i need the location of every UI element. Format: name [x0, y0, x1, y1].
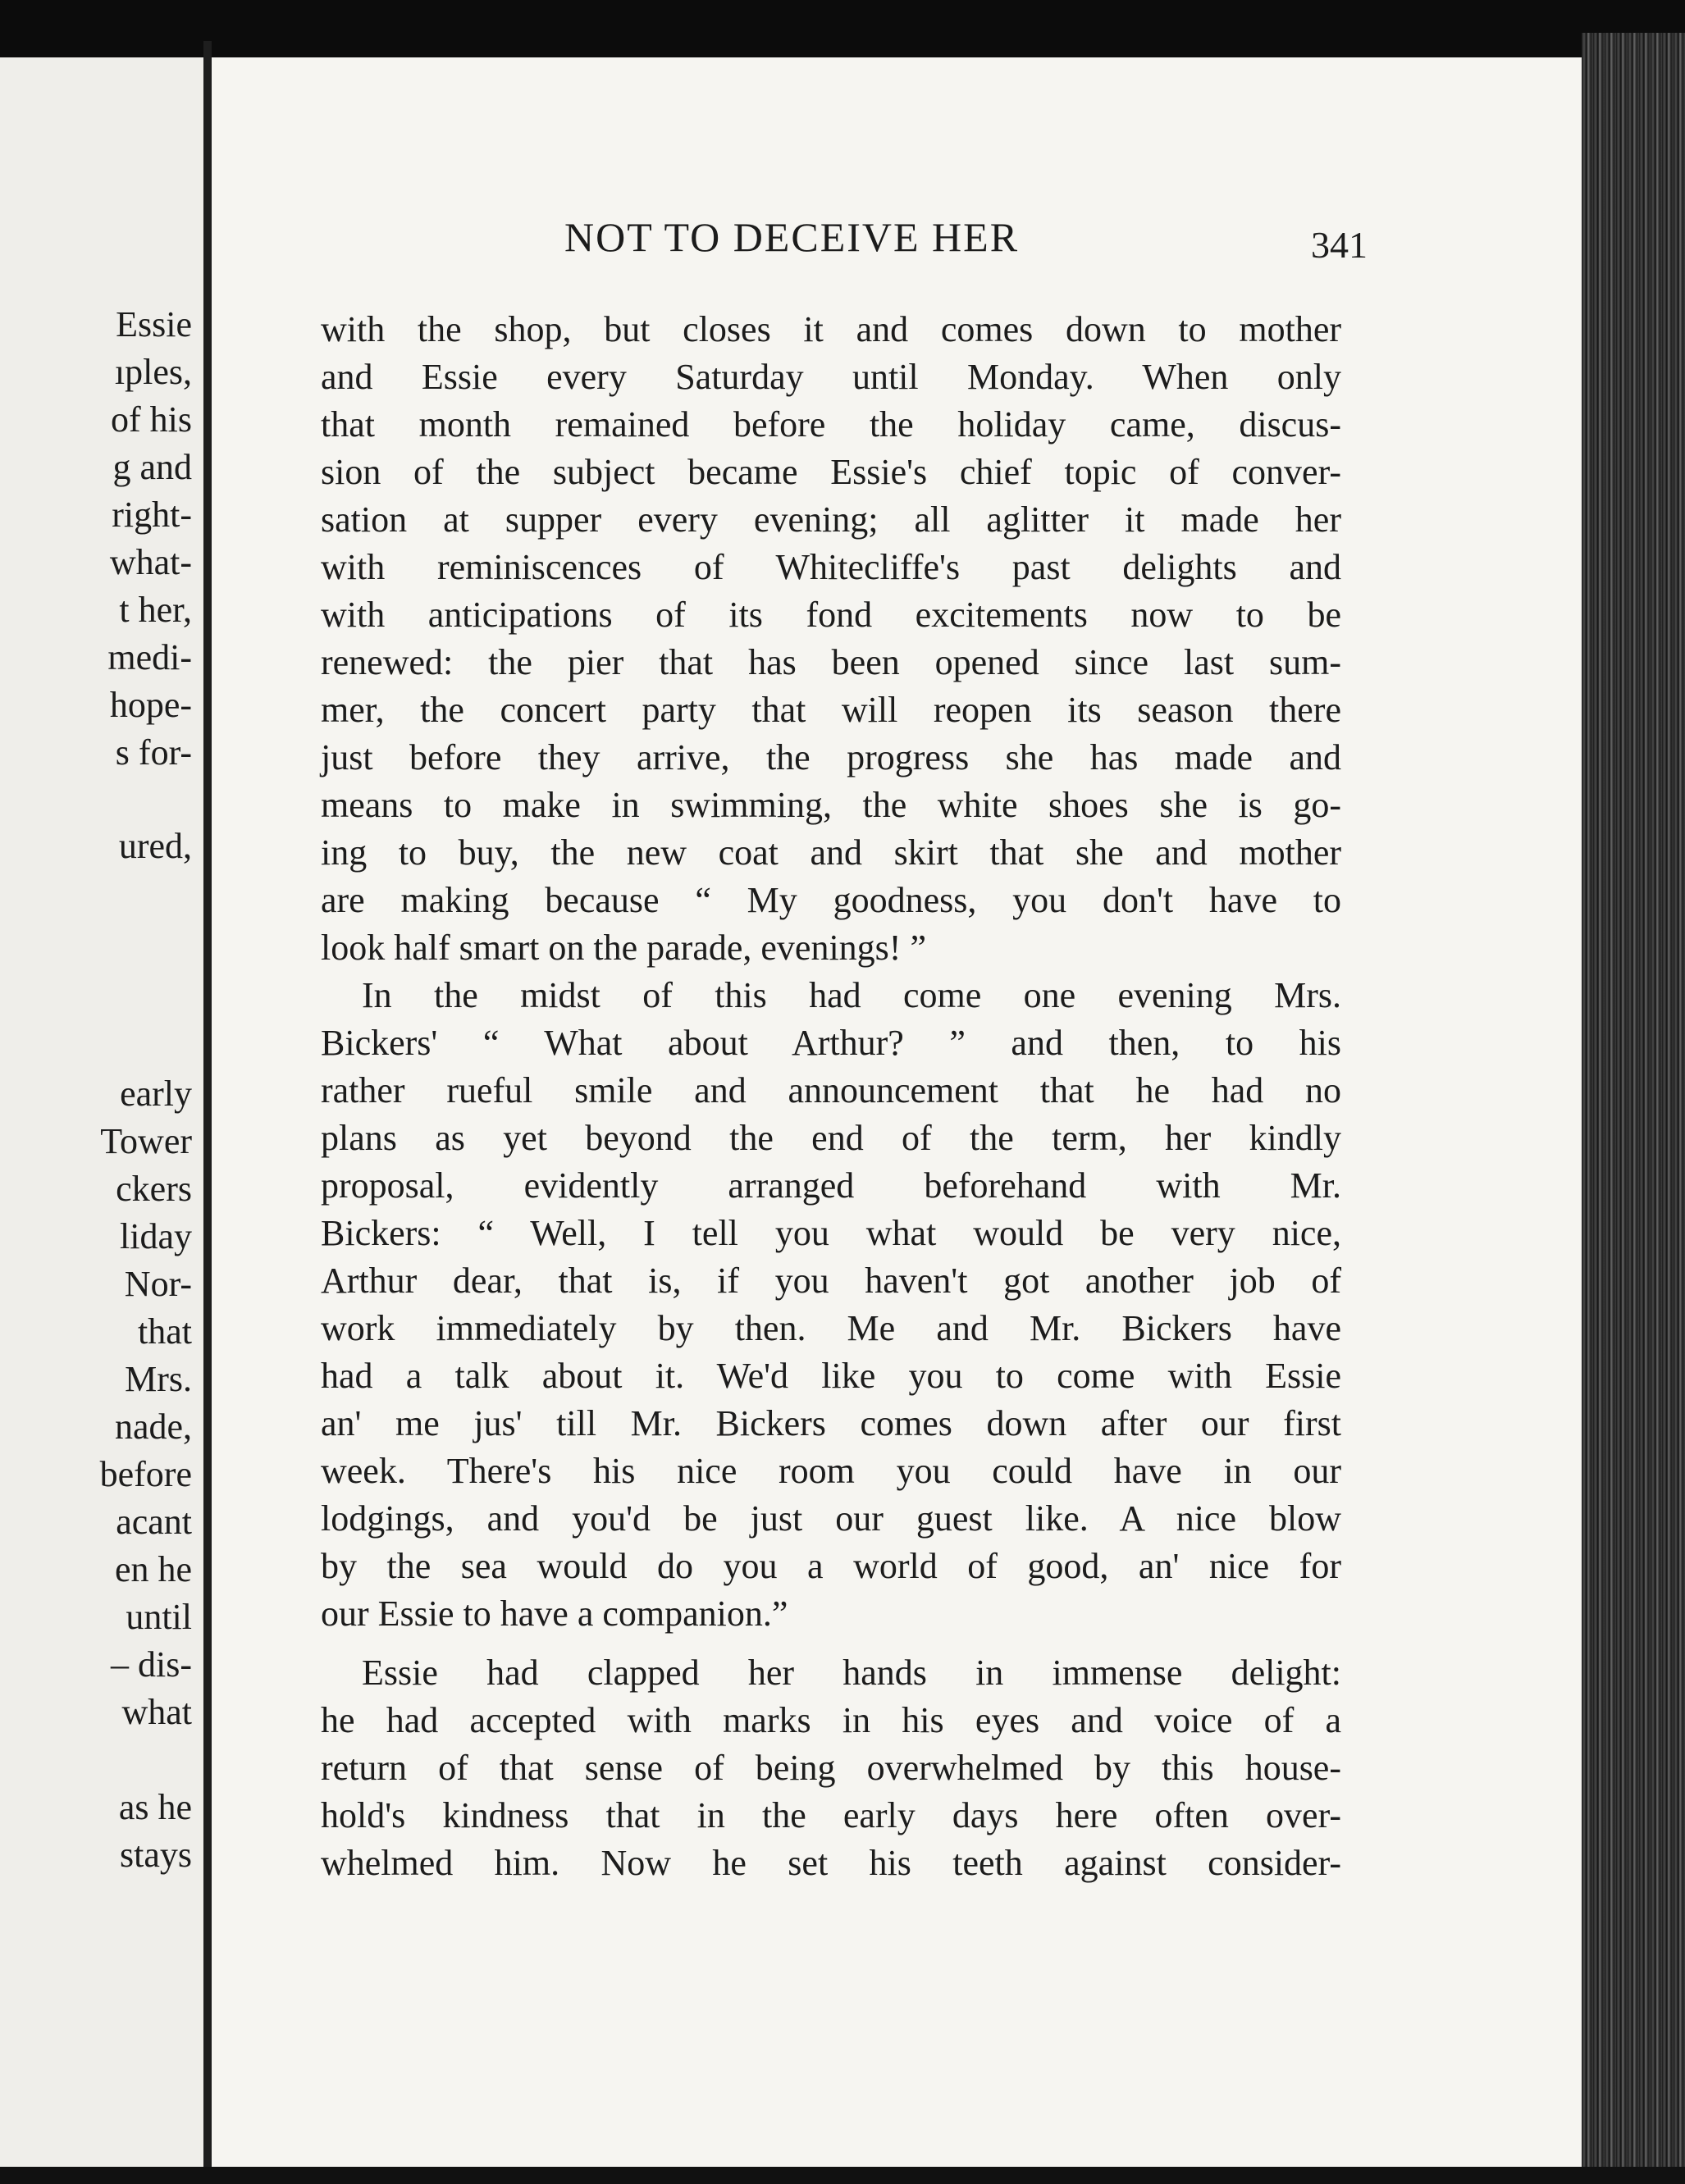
left-page-line: ıples, [114, 352, 192, 392]
left-page-line: ckers [116, 1169, 192, 1209]
left-page-line: until [126, 1597, 192, 1637]
page-edge-stack [1582, 33, 1685, 2184]
left-page-line: acant [116, 1502, 192, 1542]
text-line: he had accepted with marks in his eyes and voice of a [321, 1700, 1341, 1740]
text-line: means to make in swimming, the white shoes she is go- [321, 785, 1341, 825]
text-line: work immediately by then. Me and Mr. Bickers have [321, 1308, 1341, 1348]
left-page-line: early [120, 1074, 192, 1114]
text-line: hold's kindness that in the early days here often over- [321, 1795, 1341, 1835]
left-page-line: what- [109, 542, 192, 582]
text-line: Bickers: “ Well, I tell you what would be very nice, [321, 1213, 1341, 1253]
text-line: rather rueful smile and announcement that he had no [321, 1070, 1341, 1110]
text-line: In the midst of this had come one evening Mrs. [362, 975, 1341, 1015]
text-line: lodgings, and you'd be just our guest like. A nice blow [321, 1498, 1341, 1539]
text-line: had a talk about it. We'd like you to come with Essie [321, 1356, 1341, 1396]
text-line: renewed: the pier that has been opened since last sum- [321, 642, 1341, 682]
text-line: proposal, evidently arranged beforehand with Mr. [321, 1165, 1341, 1206]
left-page-line: liday [120, 1216, 192, 1256]
text-line: are making because “ My goodness, you don't have to [321, 880, 1341, 920]
left-page-line: Essie [116, 304, 192, 344]
left-page-line: Tower [100, 1121, 192, 1161]
text-line: that month remained before the holiday came, discus- [321, 404, 1341, 445]
text-line: Essie had clapped her hands in immense delight: [362, 1653, 1341, 1693]
text-line: week. There's his nice room you could have in our [321, 1451, 1341, 1491]
text-line: plans as yet beyond the end of the term, her kindly [321, 1118, 1341, 1158]
book-gutter [203, 41, 212, 2173]
text-line: with the shop, but closes it and comes down to mother [321, 309, 1341, 349]
left-page-line: medi- [107, 637, 192, 677]
text-line: just before they arrive, the progress she has made and [321, 737, 1341, 777]
left-page-line: as he [118, 1787, 192, 1827]
text-line: Bickers' “ What about Arthur? ” and then, to his [321, 1023, 1341, 1063]
left-page-line: hope- [109, 685, 192, 725]
left-page-line: that [138, 1311, 192, 1352]
running-title: NOT TO DECEIVE HER [564, 214, 1020, 260]
text-line: Arthur dear, that is, if you haven't got another job of [321, 1261, 1341, 1301]
left-page-line: s for- [115, 732, 192, 773]
left-page-line: right- [112, 495, 192, 535]
text-line: whelmed him. Now he set his teeth against consider- [321, 1843, 1341, 1883]
left-page-line: stays [120, 1835, 192, 1875]
text-line: by the sea would do you a world of good, an' nice for [321, 1546, 1341, 1586]
text-line: an' me jus' till Mr. Bickers comes down after our first [321, 1403, 1341, 1443]
text-line: sation at supper every evening; all aglitter it made her [321, 499, 1341, 540]
text-line: with anticipations of its fond excitements now to be [321, 595, 1341, 635]
left-page-line: – dis- [111, 1644, 192, 1685]
scan-border-top [0, 0, 1685, 57]
text-line: and Essie every Saturday until Monday. When only [321, 357, 1341, 397]
text-line: mer, the concert party that will reopen its season there [321, 690, 1341, 730]
scan-border-bottom [0, 2167, 1685, 2184]
left-page-line: en he [114, 1549, 192, 1589]
left-page-fragment [0, 57, 203, 2167]
left-page-line: Nor- [124, 1264, 192, 1304]
left-page-line: before [99, 1454, 192, 1494]
text-line: with reminiscences of Whitecliffe's past delights and [321, 547, 1341, 587]
text-line: sion of the subject became Essie's chief topic of conver- [321, 452, 1341, 492]
page-number: 341 [1311, 224, 1368, 266]
left-page-line: of his [111, 399, 192, 440]
text-line: return of that sense of being overwhelmed by this house- [321, 1748, 1341, 1788]
text-line: ing to buy, the new coat and skirt that she and mother [321, 832, 1341, 873]
left-page-line: Mrs. [125, 1359, 192, 1399]
left-page-line: t her, [119, 590, 192, 630]
left-page-line: what [121, 1692, 192, 1732]
left-page-line: g and [112, 447, 192, 487]
left-page-line: nade, [114, 1407, 192, 1447]
left-page-line: ured, [118, 826, 192, 866]
text-line: our Essie to have a companion.” [321, 1594, 788, 1634]
text-line: look half smart on the parade, evenings! ” [321, 928, 926, 968]
